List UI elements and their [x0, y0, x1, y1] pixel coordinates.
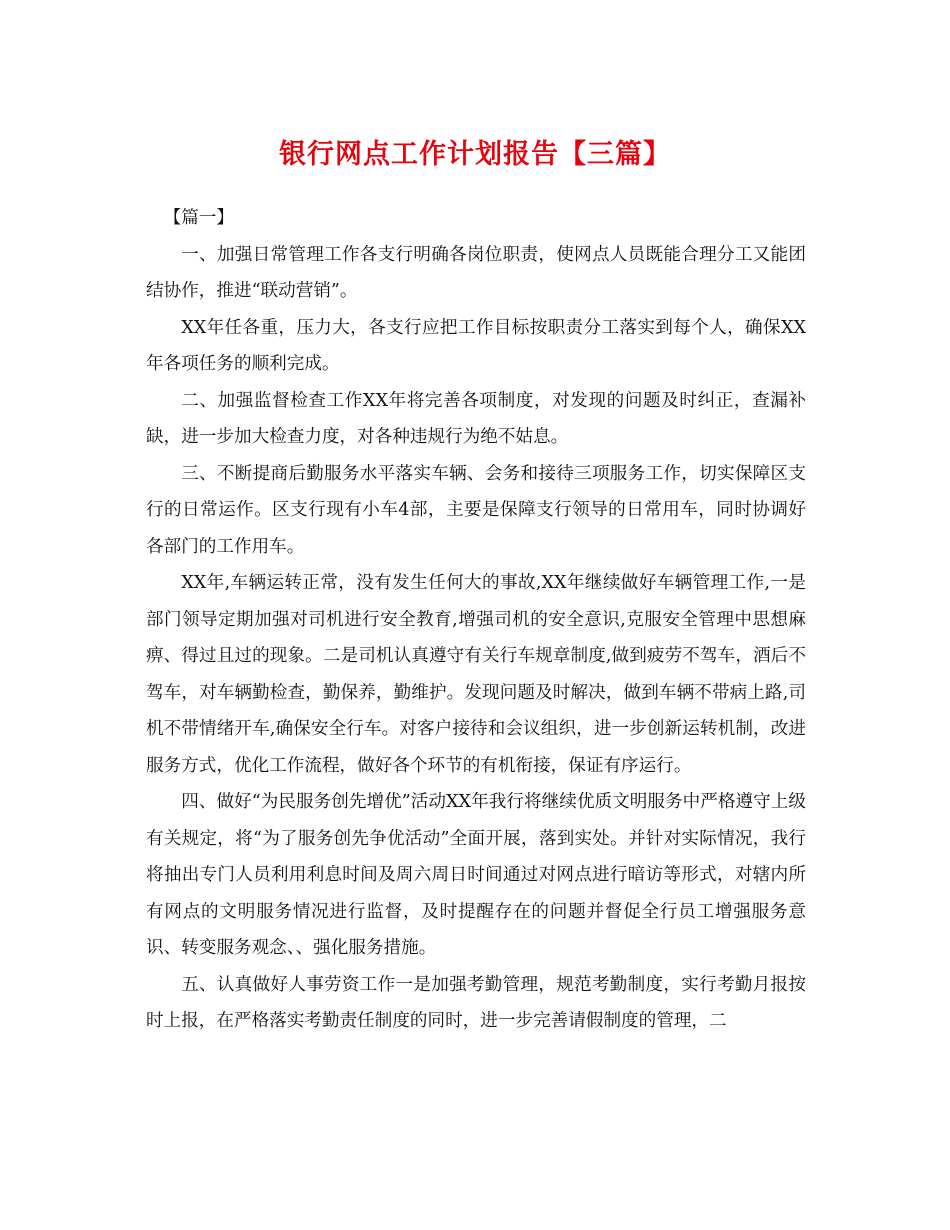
section-label: 【篇一】 [163, 208, 234, 228]
paragraph-7: 五、认真做好人事劳资工作一是加强考勤管理，规范考勤制度，实行考勤月报按时上报，在严格落实考勤责任制度的同时，进一步完善请假制度的管理，二 [146, 974, 806, 1031]
document-title: 银行网点工作计划报告【三篇】 [279, 139, 671, 170]
paragraph-6: 四、做好“为民服务创先增优”活动XX年我行将继续优质文明服务中严格遵守上级有关规定，将“为了服务创先争优活动”全面开展，落到实处。并针对实际情况，我行将抽出专门人员利用利息时间及周六周日时间通过对网点进行暗访等形式，对辖内所有网点的文明服务情况进行监督，及时提醒存在的问题并督促全行员工增强服务意识、转变服务观念、、强化服务措施。 [146, 792, 806, 958]
paragraph-3: 二、加强监督检查工作XX年将完善各项制度，对发现的问题及时纠正，查漏补缺，进一步加大检查力度，对各种违规行为绝不姑息。 [146, 390, 806, 447]
paragraph-2: XX年任各重，压力大，各支行应把工作目标按职责分工落实到每个人，确保XX年各项任务的顺利完成。 [146, 317, 806, 374]
document-body [146, 200, 806, 1040]
paragraph-4: 三、不断提商后勤服务水平落实车辆、会务和接待三项服务工作，切实保障区支行的日常运作。区支行现有小车4部，主要是保障支行领导的日常用车，同时协调好各部门的工作用车。 [146, 463, 806, 557]
paragraph-5: XX年,车辆运转正常，没有发生任何大的事故,XX年继续做好车辆管理工作,一是部门领导定期加强对司机进行安全教育,增强司机的安全意识,克服安全管理中思想麻痹、得过且过的现象。二是司机认真遵守有关行车规章制度,做到疲劳不驾车，酒后不驾车，对车辆勤检查，勤保养，勤维护。发现问题及时解决，做到车辆不带病上路,司机不带情绪开车,确保安全行车。对客户接待和会议组织，进一步创新运转机制，改进服务方式，优化工作流程，做好各个环节的有机衔接，保证有序运行。 [146, 573, 806, 776]
paragraph-1: 一、加强日常管理工作各支行明确各岗位职责，使网点人员既能合理分工又能团结协作，推进“联动营销”。 [146, 244, 806, 301]
